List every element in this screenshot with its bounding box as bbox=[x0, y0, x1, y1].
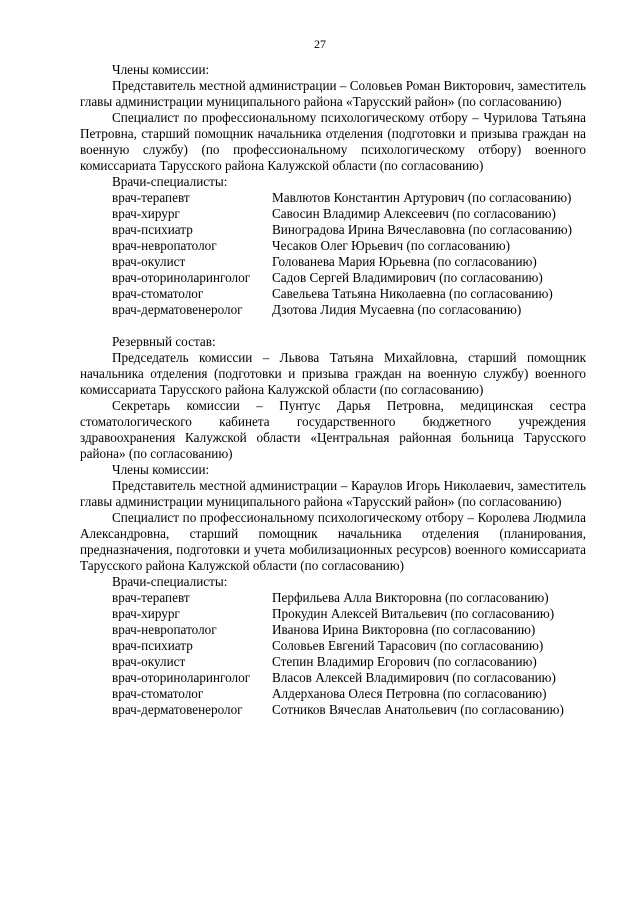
doctor-name: Дзотова Лидия Мусаевна (по согласованию) bbox=[272, 302, 522, 317]
doctor-role: врач-хирург bbox=[112, 206, 180, 221]
reserve-doctors-list bbox=[112, 590, 586, 718]
doctor-name: Власов Алексей Владимирович (по согласованию) bbox=[272, 670, 556, 685]
doctors-list bbox=[112, 190, 586, 318]
doctor-row bbox=[112, 190, 586, 206]
doctor-row bbox=[112, 206, 586, 222]
page-number: 27 bbox=[314, 37, 326, 51]
doctor-row bbox=[112, 254, 586, 270]
doctor-role: врач-дерматовенеролог bbox=[112, 702, 243, 717]
doctor-role: врач-окулист bbox=[112, 654, 186, 669]
doctor-name: Мавлютов Константин Артурович (по согласованию) bbox=[272, 190, 572, 205]
doctor-role: врач-оториноларинголог bbox=[112, 270, 251, 285]
reserve-admin-representative-paragraph: Представитель местной администрации – Караулов Игорь Николаевич, заместитель главы администрации муниципального района «Тарусский район» (по согласованию) bbox=[80, 478, 586, 509]
doctor-name: Перфильева Алла Викторовна (по согласованию) bbox=[272, 590, 549, 605]
doctor-role: врач-оториноларинголог bbox=[112, 670, 251, 685]
doctor-role: врач-невропатолог bbox=[112, 238, 217, 253]
doctor-row bbox=[112, 606, 586, 622]
doctor-name: Алдерханова Олеся Петровна (по согласованию) bbox=[272, 686, 547, 701]
doctor-row bbox=[112, 286, 586, 302]
doctor-role: врач-дерматовенеролог bbox=[112, 302, 243, 317]
doctor-role: врач-стоматолог bbox=[112, 286, 204, 301]
doctor-name: Савосин Владимир Алексеевич (по согласованию) bbox=[272, 206, 556, 221]
members-heading: Члены комиссии: bbox=[112, 62, 210, 77]
psych-specialist-paragraph: Специалист по профессиональному психологическому отбору – Чурилова Татьяна Петровна, старший помощник начальника отделения (подготовки и призыва граждан на военную службу) (по профессиональному психологическому отбору) военного комиссариата Тарусского района Калужской области (по согласованию) bbox=[80, 110, 586, 173]
doctor-row bbox=[112, 270, 586, 286]
doctor-role: врач-окулист bbox=[112, 254, 186, 269]
admin-representative-paragraph: Представитель местной администрации – Соловьев Роман Викторович, заместитель главы администрации муниципального района «Тарусский район» (по согласованию) bbox=[80, 78, 587, 109]
doctor-name: Голованева Мария Юрьевна (по согласованию) bbox=[272, 254, 537, 269]
doctor-name: Садов Сергей Владимирович (по согласованию) bbox=[272, 270, 543, 285]
reserve-heading: Резервный состав: bbox=[112, 334, 216, 349]
doctor-name: Прокудин Алексей Витальевич (по согласованию) bbox=[272, 606, 555, 621]
doctor-role: врач-психиатр bbox=[112, 222, 193, 237]
doctor-row bbox=[112, 670, 586, 686]
doctor-name: Чесаков Олег Юрьевич (по согласованию) bbox=[272, 238, 511, 253]
doctor-role: врач-хирург bbox=[112, 606, 180, 621]
doctor-role: врач-стоматолог bbox=[112, 686, 204, 701]
doctor-name: Сотников Вячеслав Анатольевич (по согласованию) bbox=[272, 702, 564, 717]
doctor-name: Виноградова Ирина Вячеславовна (по согласованию) bbox=[272, 222, 573, 237]
doctor-name: Иванова Ирина Викторовна (по согласованию) bbox=[272, 622, 536, 637]
doctor-row bbox=[112, 302, 586, 318]
doctor-row bbox=[112, 238, 586, 254]
doctor-row bbox=[112, 686, 586, 702]
doctor-role: врач-психиатр bbox=[112, 638, 193, 653]
doctor-role: врач-терапевт bbox=[112, 190, 190, 205]
doctor-row bbox=[112, 622, 586, 638]
reserve-doctors-heading: Врачи-специалисты: bbox=[112, 574, 228, 589]
reserve-psych-specialist-paragraph: Специалист по профессиональному психологическому отбору – Королева Людмила Александровна, старший помощник начальника отделения (планирования, предназначения, подготовки и учета мобилизационных ресурсов) военного комиссариата Тарусского района Калужской области (по согласованию) bbox=[80, 510, 586, 573]
doctor-role: врач-терапевт bbox=[112, 590, 190, 605]
doctors-heading: Врачи-специалисты: bbox=[112, 174, 228, 189]
doctor-row bbox=[112, 638, 586, 654]
doctor-row bbox=[112, 654, 586, 670]
doctor-role: врач-невропатолог bbox=[112, 622, 217, 637]
doctor-row bbox=[112, 222, 586, 238]
doctor-row bbox=[112, 590, 586, 606]
document-body bbox=[80, 62, 586, 718]
doctor-name: Савельева Татьяна Николаевна (по согласованию) bbox=[272, 286, 553, 301]
section-spacer bbox=[80, 318, 586, 334]
doctor-name: Соловьев Евгений Тарасович (по согласованию) bbox=[272, 638, 544, 653]
reserve-chair-paragraph: Председатель комиссии – Львова Татьяна Михайловна, старший помощник начальника отделения (подготовки и призыва граждан на военную службу) военного комиссариата Тарусского района Калужской области (по согласованию) bbox=[80, 350, 586, 397]
reserve-secretary-paragraph: Секретарь комиссии – Пунтус Дарья Петровна, медицинская сестра стоматологического кабинета государственного бюджетного учреждения здравоохранения Калужской области «Центральная районная больница Тарусского района» (по согласованию) bbox=[80, 398, 586, 461]
reserve-members-heading: Члены комиссии: bbox=[112, 462, 210, 477]
doctor-name: Степин Владимир Егорович (по согласованию) bbox=[272, 654, 537, 669]
doctor-row bbox=[112, 702, 586, 718]
